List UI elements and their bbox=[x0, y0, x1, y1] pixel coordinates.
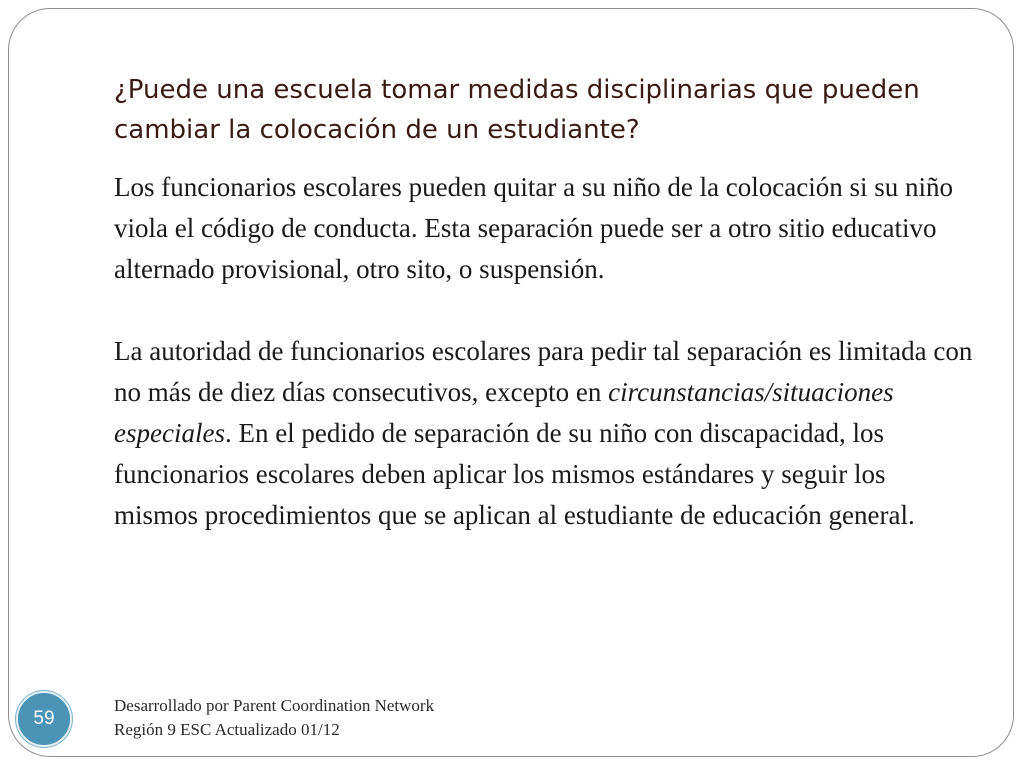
slide-body bbox=[114, 167, 974, 536]
slide-number-badge: 59 bbox=[16, 691, 72, 747]
paragraph-2-text-before: La autoridad de funcionarios escolares para pedir tal separación es limitada con no más de diez días consecutivos, excepto en bbox=[114, 336, 973, 407]
paragraph-2 bbox=[114, 331, 974, 536]
footer bbox=[114, 694, 434, 742]
paragraph-2-text-after: . En el pedido de separación de su niño con discapacidad, los funcionarios escolares deben aplicar los mismos estándares y seguir los mismos procedimientos que se aplican al estudiante de educación general. bbox=[114, 418, 915, 530]
paragraph-2-italic-text: circunstancias/situaciones especiales bbox=[114, 377, 894, 448]
footer-line-2: Región 9 ESC Actualizado 01/12 bbox=[114, 720, 340, 739]
paragraph-1: Los funcionarios escolares pueden quitar a su niño de la colocación si su niño viola el código de conducta. Esta separación puede ser a otro sitio educativo alternado provisional, otro sito, o suspensión. bbox=[114, 172, 954, 284]
slide-title: ¿Puede una escuela tomar medidas disciplinarias que pueden cambiar la colocación de un estudiante? bbox=[114, 75, 920, 145]
footer-line-1: Desarrollado por Parent Coordination Network bbox=[114, 696, 435, 715]
